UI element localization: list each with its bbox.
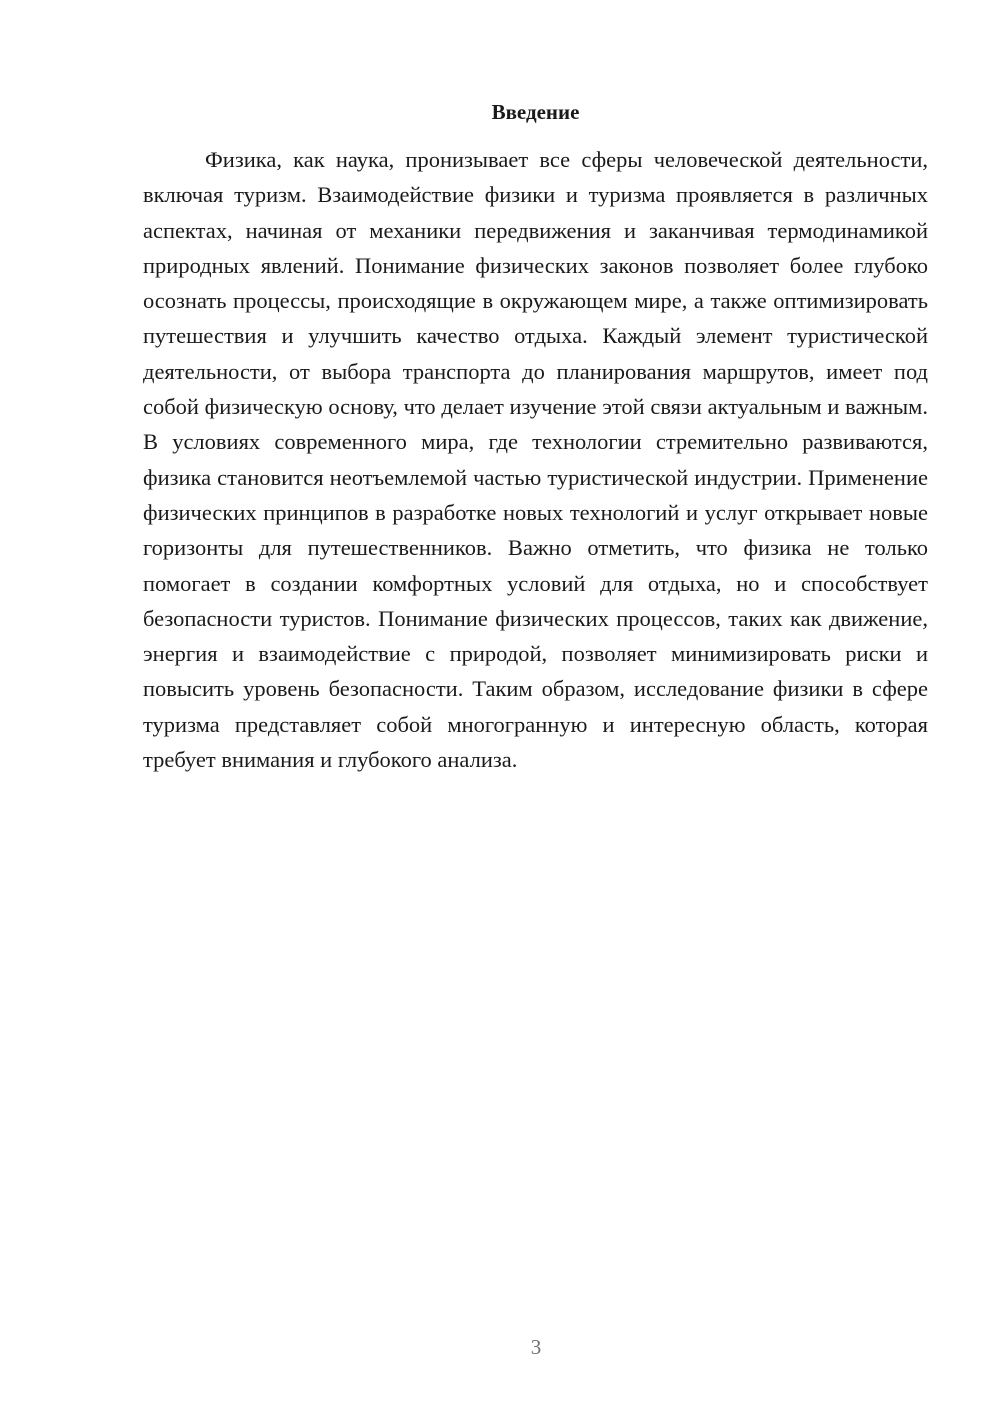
- page-number: 3: [530, 1335, 542, 1359]
- section-heading: Введение: [491, 100, 580, 124]
- body-paragraph: Физика, как наука, пронизывает все сферы человеческой деятельности, включая туризм. Взаимодействие физики и туризма проявляется в различных аспектах, начиная от механики передвижения и заканчивая термодинамикой природных явлений. Понимание физических законов позволяет более глубоко осознать процессы, происходящие в окружающем мире, а также оптимизировать путешествия и улучшить качество отдыха. Каждый элемент туристической деятельности, от выбора транспорта до планирования маршрутов, имеет под собой физическую основу, что делает изучение этой связи актуальным и важным. В условиях современного мира, где технологии стремительно развиваются, физика становится неотъемлемой частью туристической индустрии. Применение физических принципов в разработке новых технологий и услуг открывает новые горизонты для путешественников. Важно отметить, что физика не только помогает в создании комфортных условий для отдыха, но и способствует безопасности туристов. Понимание физических процессов, таких как движение, энергия и взаимодействие с природой, позволяет минимизировать риски и повысить уровень безопасности. Таким образом, исследование физики в сфере туризма представляет собой многогранную и интересную область, которая требует внимания и глубокого анализа.: [143, 147, 928, 773]
